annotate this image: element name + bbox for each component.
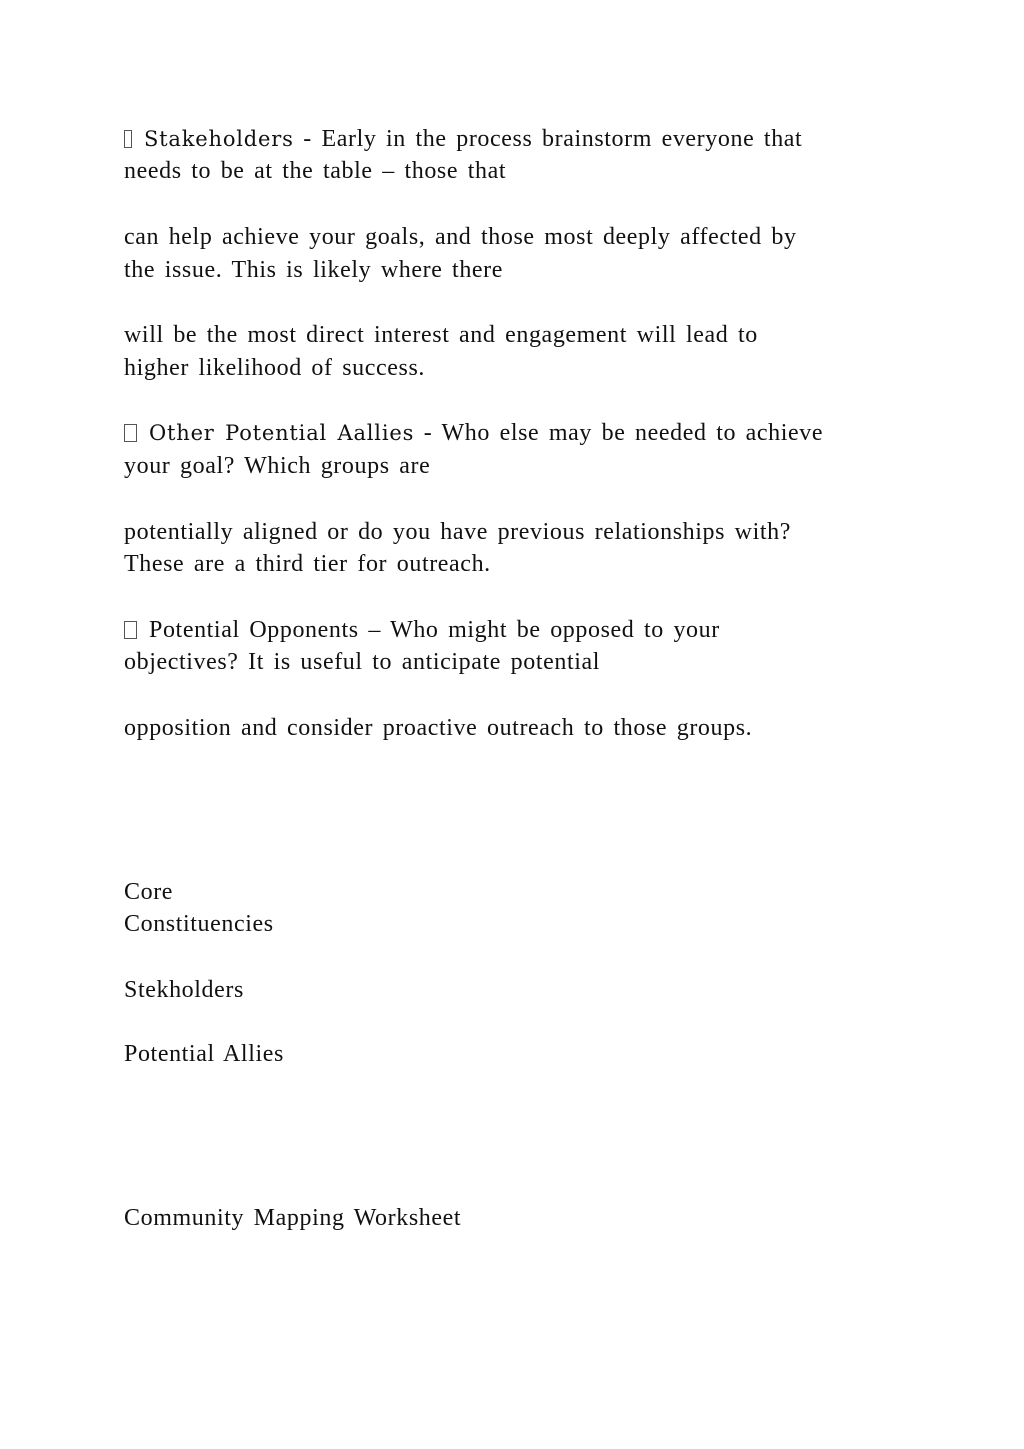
- stakeholders-cont2-line-2: higher likelihood of success.: [124, 355, 426, 381]
- term-stakeholders: Stakeholders: [144, 127, 294, 151]
- stakeholders-line-2: needs to be at the table – those that: [124, 158, 507, 184]
- opponents-text: – Who might be opposed to your: [358, 617, 720, 643]
- allies-cont-line-2: These are a third tier for outreach.: [124, 551, 491, 577]
- opponents-cont-line-1: opposition and consider proactive outreach to those groups.: [124, 715, 753, 741]
- stakeholders-text: - Early in the process brainstorm everyone that: [293, 126, 803, 152]
- allies-text: - Who else may be needed to achieve: [414, 420, 824, 446]
- stakeholders-cont-line-1: can help achieve your goals, and those most deeply affected by: [124, 224, 797, 250]
- term-potential-opponents: Potential Opponents: [149, 617, 359, 643]
- term-other-potential-allies: Other Potential Aallies: [149, 421, 415, 445]
- allies-line-1: [124, 417, 823, 449]
- bullet-icon: [124, 130, 132, 148]
- label-stakeholders: Stekholders: [124, 977, 244, 1003]
- bullet-icon: [124, 424, 137, 442]
- opponents-line-1: [124, 614, 720, 646]
- stakeholders-line-1: [124, 123, 802, 155]
- opponents-line-2: objectives? It is useful to anticipate potential: [124, 649, 600, 675]
- worksheet-title: Community Mapping Worksheet: [124, 1205, 462, 1231]
- allies-line-2: your goal? Which groups are: [124, 453, 431, 479]
- label-constituencies: Constituencies: [124, 911, 274, 937]
- bullet-icon: [124, 621, 137, 639]
- stakeholders-cont-line-2: the issue. This is likely where there: [124, 257, 504, 283]
- stakeholders-cont2-line-1: will be the most direct interest and engagement will lead to: [124, 322, 758, 348]
- label-potential-allies: Potential Allies: [124, 1041, 284, 1067]
- label-core: Core: [124, 879, 174, 905]
- allies-cont-line-1: potentially aligned or do you have previous relationships with?: [124, 519, 792, 545]
